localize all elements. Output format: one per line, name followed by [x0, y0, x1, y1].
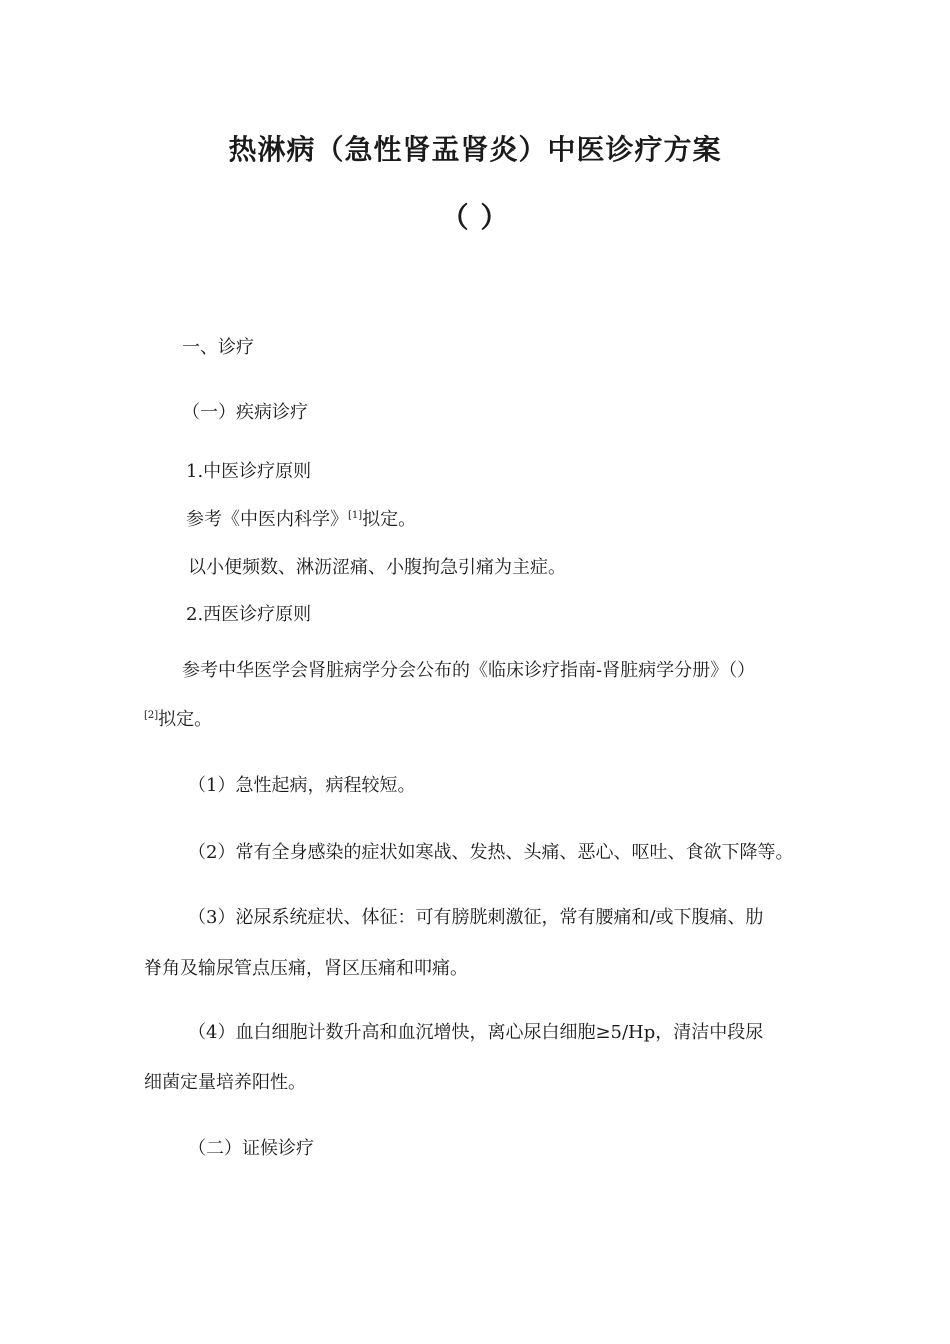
citation-marker: [1]	[348, 510, 363, 521]
reference-text: 参考《中医内科学》	[186, 509, 348, 530]
reference-tail: 拟定。	[158, 709, 213, 730]
paragraph-reference-1	[186, 507, 416, 533]
criterion-3: （3）泌尿系统症状、体征：可有膀胱刺激征，常有腰痛和/或下腹痛、肋	[188, 907, 764, 928]
criterion-3-cont: 脊角及输尿管点压痛，肾区压痛和叩痛。	[144, 958, 468, 979]
item-heading-tcm-principles: 1.中医诊疗原则	[186, 461, 312, 482]
paragraph-reference-2-cont	[144, 707, 212, 733]
subsection-heading-syndrome-diagnosis: （二）证候诊疗	[188, 1138, 314, 1159]
criterion-2: （2）常有全身感染的症状如寒战、发热、头痛、恶心、呕吐、食欲下降等。	[188, 842, 794, 863]
paragraph-main-symptoms: 以小便频数、淋沥涩痛、小腹拘急引痛为主症。	[188, 557, 566, 578]
subsection-heading-disease-diagnosis: （一）疾病诊疗	[182, 402, 308, 423]
reference-tail: 拟定。	[362, 509, 417, 530]
criterion-4: （4）血白细胞计数升高和血沉增快，离心尿白细胞≥5/Hp，清洁中段尿	[188, 1022, 764, 1043]
citation-marker: [2]	[144, 710, 159, 721]
paragraph-reference-2: 参考中华医学会肾脏病学分会公布的《临床诊疗指南-肾脏病学分册》（）	[182, 660, 756, 681]
criterion-1: （1）急性起病，病程较短。	[188, 775, 416, 796]
criterion-4-cont: 细菌定量培养阳性。	[144, 1072, 306, 1093]
item-heading-western-principles: 2.西医诊疗原则	[186, 604, 312, 625]
document-title: 热淋病（急性肾盂肾炎）中医诊疗方案	[228, 133, 722, 166]
section-heading-diagnosis: 一、诊疗	[182, 337, 254, 358]
document-subtitle: （ ）	[440, 201, 510, 234]
